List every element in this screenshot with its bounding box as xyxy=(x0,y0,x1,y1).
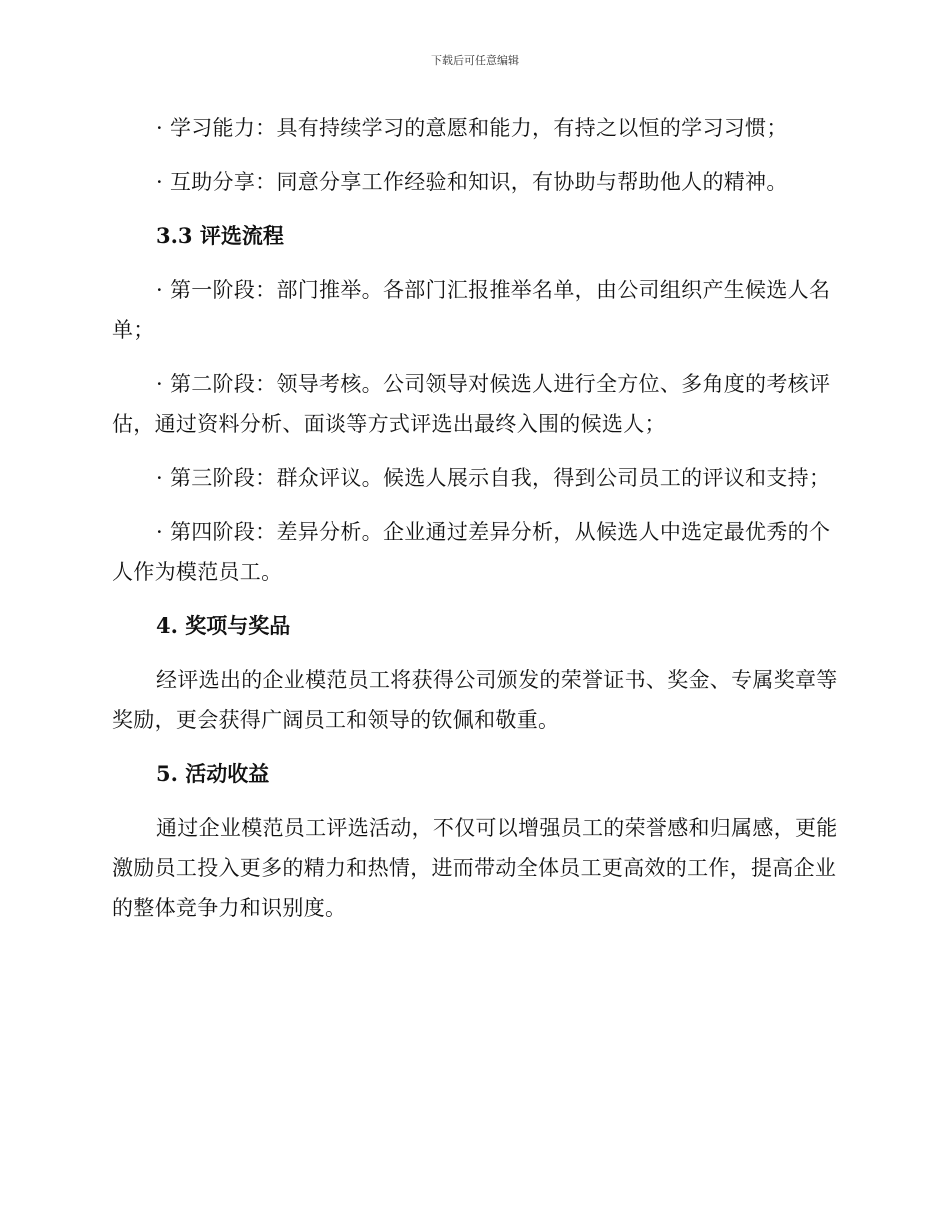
section-heading-selection-process: 3.3 评选流程 xyxy=(156,223,284,248)
paragraph-benefits: 通过企业模范员工评选活动，不仅可以增强员工的荣誉感和归属感，更能激励员工投入更多的精力和热情，进而带动全体员工更高效的工作，提高企业的整体竞争力和识别度。 xyxy=(112,816,838,920)
section-heading-awards: 4. 奖项与奖品 xyxy=(156,613,291,638)
bullet-stage-three: · 第三阶段：群众评议。候选人展示自我，得到公司员工的评议和支持； xyxy=(156,466,831,490)
bullet-stage-four: · 第四阶段：差异分析。企业通过差异分析，从候选人中选定最优秀的个人作为模范员工。 xyxy=(112,520,831,584)
page-header: 下载后可任意编辑 xyxy=(431,54,519,67)
bullet-stage-two: · 第二阶段：领导考核。公司领导对候选人进行全方位、多角度的考核评估，通过资料分析、面谈等方式评选出最终入围的候选人； xyxy=(112,372,831,436)
bullet-stage-one: · 第一阶段：部门推举。各部门汇报推举名单，由公司组织产生候选人名单； xyxy=(112,278,831,342)
bullet-mutual-sharing: · 互助分享：同意分享工作经验和知识，有协助与帮助他人的精神。 xyxy=(156,170,788,194)
paragraph-awards: 经评选出的企业模范员工将获得公司颁发的荣誉证书、奖金、专属奖章等奖励，更会获得广阔员工和领导的钦佩和敬重。 xyxy=(112,668,838,732)
section-heading-benefits: 5. 活动收益 xyxy=(156,761,270,786)
document-body xyxy=(112,108,838,942)
bullet-learning-ability: · 学习能力：具有持续学习的意愿和能力，有持之以恒的学习习惯； xyxy=(156,116,788,140)
